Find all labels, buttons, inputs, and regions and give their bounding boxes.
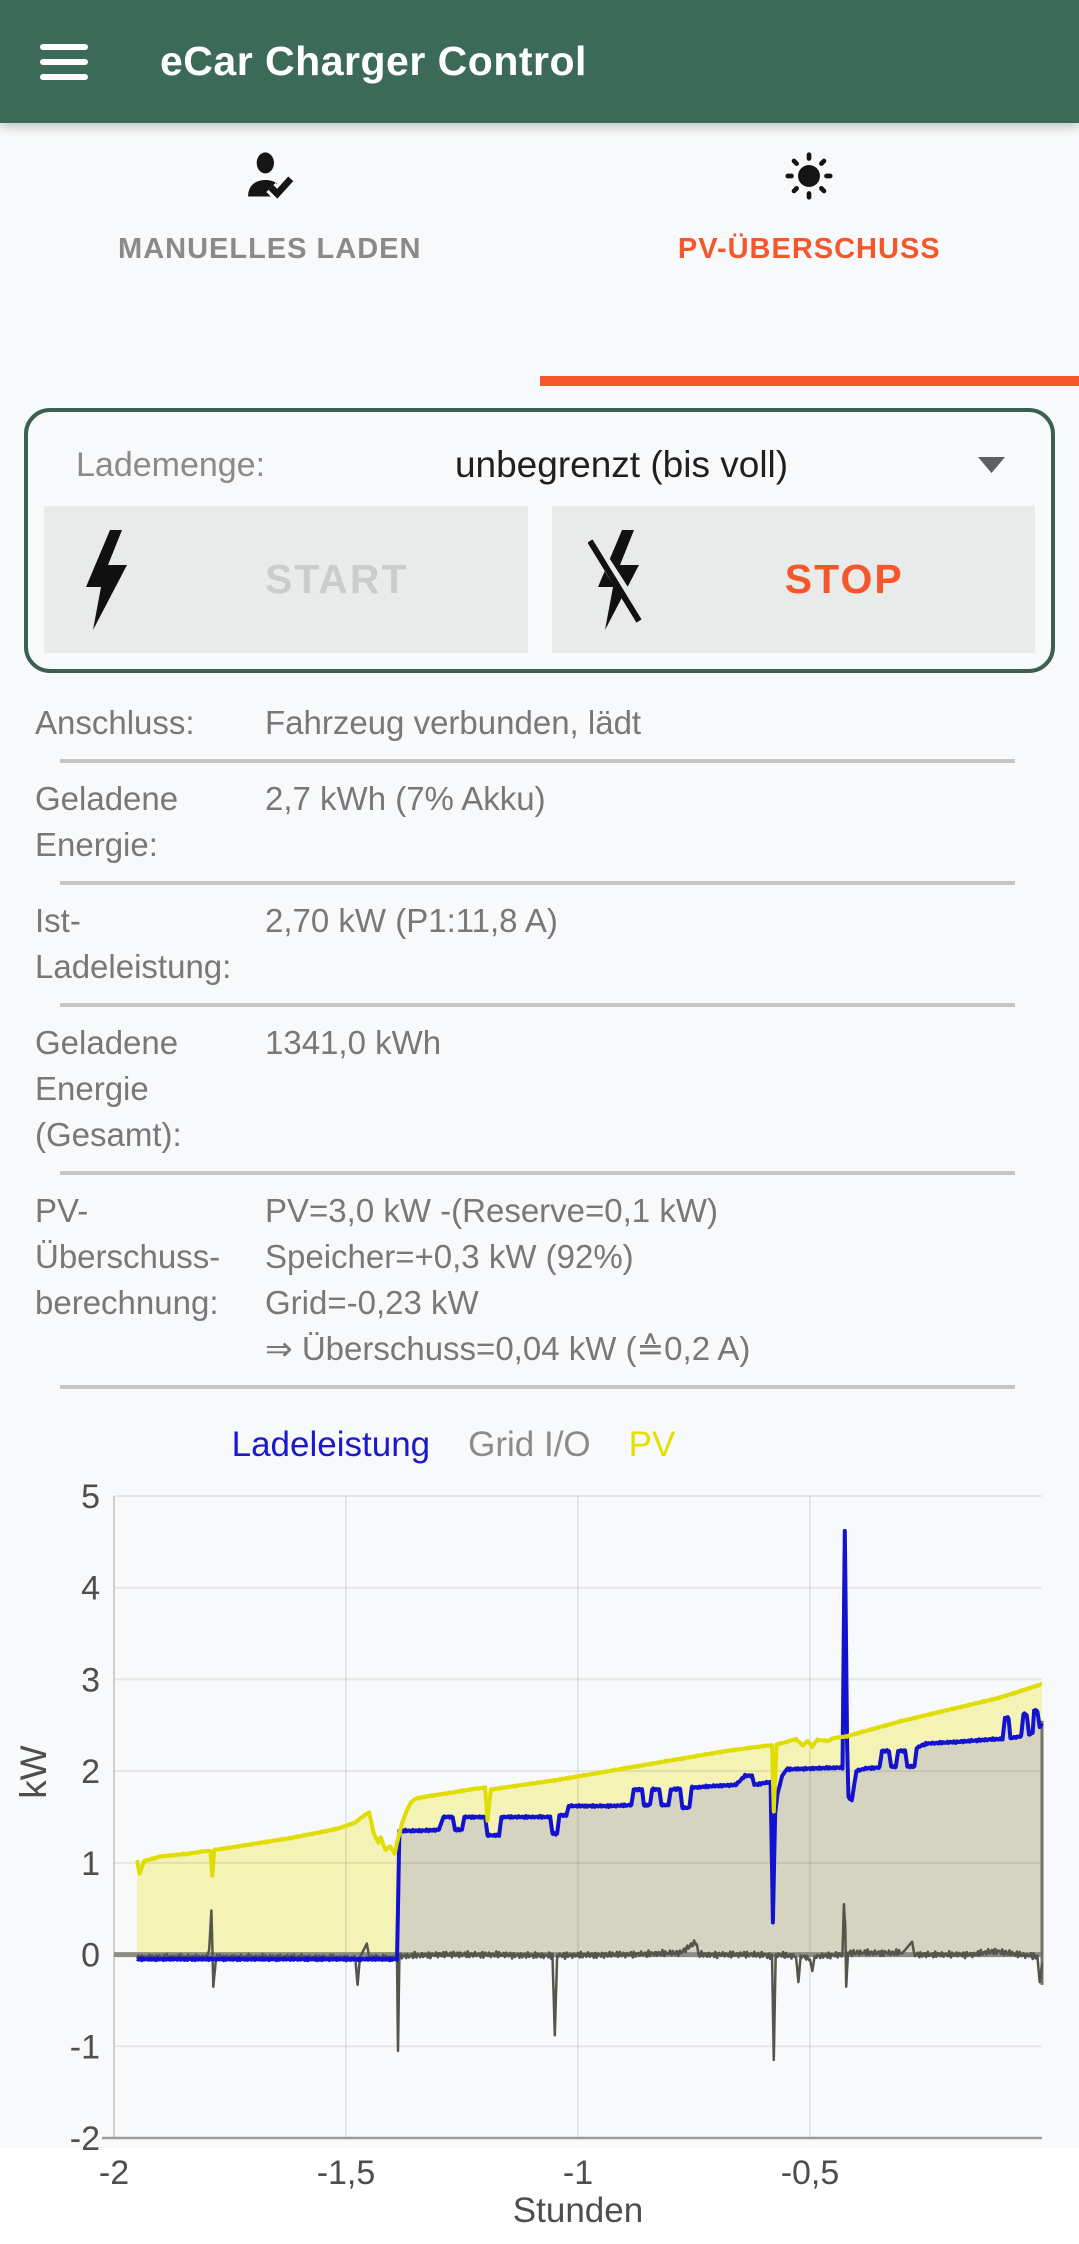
chart-legend — [0, 1425, 1079, 1465]
calc-line-ueberschuss: ⇒ Überschuss=0,04 kW (≙0,2 A) — [265, 1326, 1009, 1372]
stop-button[interactable] — [552, 506, 1036, 653]
start-button-label: START — [146, 556, 528, 603]
status-row-anschluss — [0, 687, 1079, 759]
row-value: Fahrzeug verbunden, lädt — [265, 700, 1009, 746]
status-row-ist-ladeleistung — [0, 885, 1079, 1003]
charge-amount-label: Lademenge: — [76, 446, 265, 485]
divider — [60, 1385, 1015, 1389]
status-list — [0, 687, 1079, 1389]
svg-text:3: 3 — [81, 1661, 100, 1699]
start-button[interactable] — [44, 506, 528, 653]
legend-item-grid-io[interactable]: Grid I/O — [468, 1425, 591, 1465]
row-value: 2,70 kW (P1:11,8 A) — [265, 898, 1009, 990]
calc-line-grid: Grid=-0,23 kW — [265, 1280, 1009, 1326]
bolt-icon — [80, 530, 146, 630]
charge-buttons — [44, 506, 1035, 653]
svg-text:5: 5 — [81, 1478, 100, 1516]
row-label: Ist-Ladeleistung: — [35, 898, 265, 990]
sun-icon — [781, 147, 837, 205]
tab-manuelles-laden[interactable] — [0, 123, 540, 390]
tab-pv-ueberschuss[interactable] — [540, 123, 1079, 390]
row-value: 1341,0 kWh — [265, 1020, 1009, 1158]
svg-text:kW: kW — [13, 1745, 54, 1799]
svg-text:-1: -1 — [70, 2028, 100, 2066]
menu-icon[interactable] — [40, 44, 88, 80]
svg-text:Stunden: Stunden — [513, 2191, 643, 2230]
calc-line-pv: PV=3,0 kW -(Reserve=0,1 kW) — [265, 1188, 1009, 1234]
bolt-off-icon — [588, 530, 654, 630]
legend-item-pv[interactable]: PV — [629, 1425, 676, 1465]
charge-amount-value: unbegrenzt (bis voll) — [265, 444, 978, 486]
chevron-down-icon — [978, 457, 1005, 473]
status-row-pv-ueberschuss-berechnung — [0, 1175, 1079, 1385]
status-row-geladene-energie — [0, 763, 1079, 881]
svg-text:2: 2 — [81, 1753, 100, 1791]
svg-text:-2: -2 — [99, 2154, 129, 2192]
svg-text:-0,5: -0,5 — [781, 2154, 840, 2192]
svg-text:0: 0 — [81, 1937, 100, 1975]
chart-canvas[interactable] — [0, 1471, 1079, 2239]
charge-amount-select[interactable] — [44, 420, 1035, 506]
app-bar — [0, 0, 1079, 123]
svg-text:4: 4 — [81, 1570, 100, 1608]
row-label: Geladene Energie: — [35, 776, 265, 868]
row-value — [265, 1188, 1009, 1372]
power-chart[interactable] — [0, 1471, 1079, 2239]
app-title: eCar Charger Control — [160, 38, 587, 85]
svg-text:-1: -1 — [563, 2154, 593, 2192]
row-label: PV-Überschuss-berechnung: — [35, 1188, 265, 1372]
calc-line-speicher: Speicher=+0,3 kW (92%) — [265, 1234, 1009, 1280]
svg-text:1: 1 — [81, 1845, 100, 1883]
charge-control-card — [24, 408, 1055, 673]
row-label: Anschluss: — [35, 700, 265, 746]
row-value: 2,7 kWh (7% Akku) — [265, 776, 1009, 868]
tab-label: MANUELLES LADEN — [118, 233, 421, 266]
tab-bar — [0, 123, 1079, 390]
svg-text:-1,5: -1,5 — [317, 2154, 376, 2192]
person-check-icon — [242, 147, 298, 205]
row-label: Geladene Energie (Gesamt): — [35, 1020, 265, 1158]
legend-item-ladeleistung[interactable]: Ladeleistung — [232, 1425, 431, 1465]
tab-label: PV-ÜBERSCHUSS — [678, 233, 941, 266]
status-row-energie-gesamt — [0, 1007, 1079, 1171]
stop-button-label: STOP — [654, 556, 1036, 603]
active-tab-indicator — [540, 376, 1079, 386]
svg-text:-2: -2 — [70, 2120, 100, 2158]
